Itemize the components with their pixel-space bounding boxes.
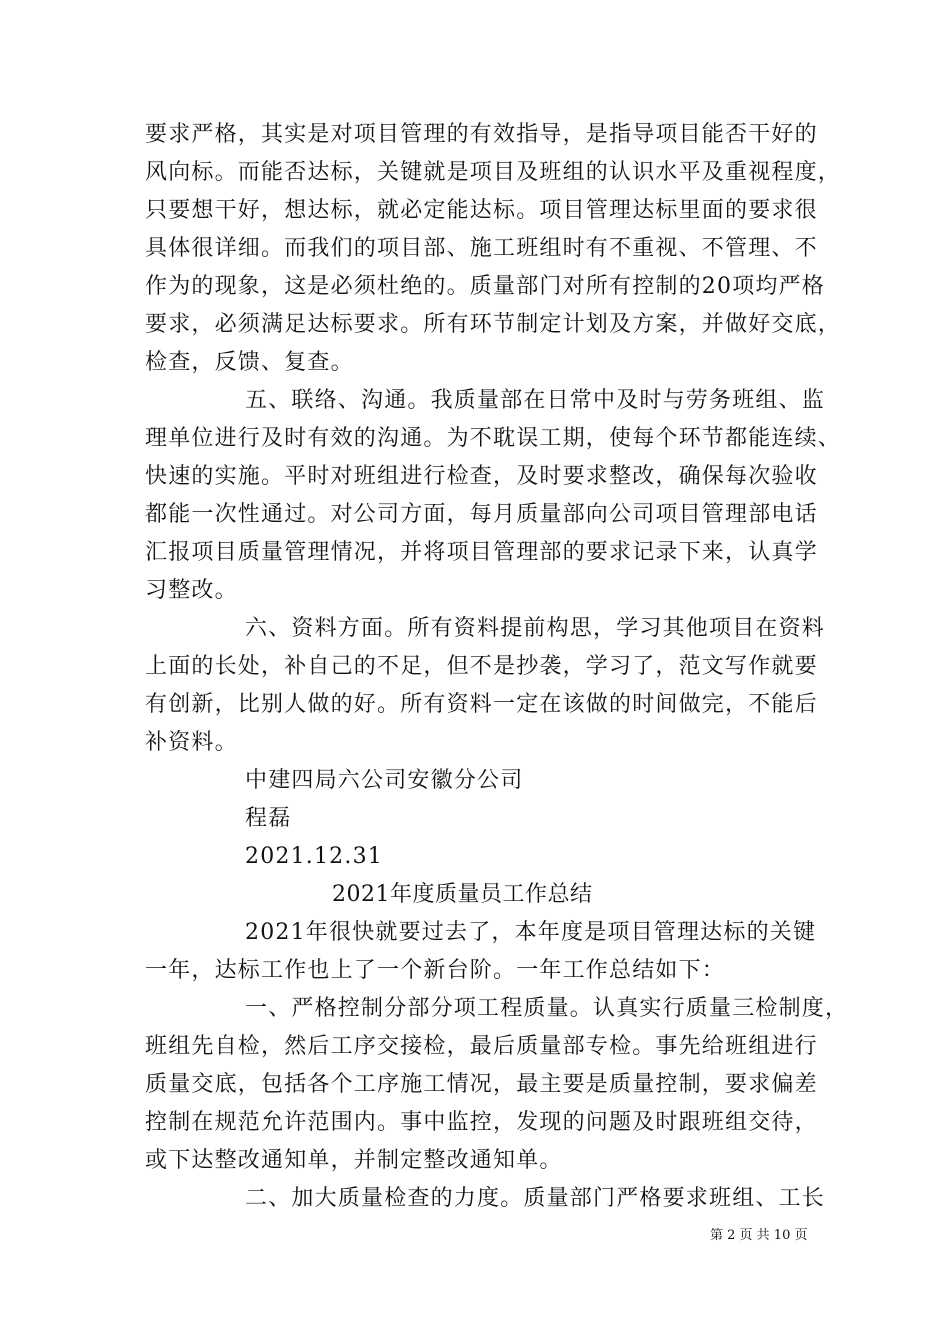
section-two-heading-line: 二、加大质量检查的力度。质量部门严格要求班组、工长: [245, 1186, 826, 1211]
body-text-line: 2021年很快就要过去了，本年度是项目管理达标的关键: [245, 920, 817, 945]
body-text-line: 风向标。而能否达标，关键就是项目及班组的认识水平及重视程度，: [145, 160, 842, 185]
section-title: 2021年度质量员工作总结: [332, 882, 593, 907]
signature-company: 中建四局六公司安徽分公司: [245, 768, 524, 793]
body-text-line: 都能一次性通过。对公司方面，每月质量部向公司项目管理部电话: [145, 502, 818, 527]
body-text-line: 理单位进行及时有效的沟通。为不耽误工期，使每个环节都能连续、: [145, 426, 842, 451]
body-text-line: 补资料。: [145, 730, 238, 755]
body-text-line: 作为的现象，这是必须杜绝的。质量部门对所有控制的20项均严格: [145, 274, 825, 299]
body-text-line: 检查，反馈、复查。: [145, 350, 354, 375]
page-number-footer: 第 2 页 共 10 页: [710, 1228, 808, 1243]
body-text-line: 习整改。: [145, 578, 238, 603]
body-text-line: 要求，必须满足达标要求。所有环节制定计划及方案，并做好交底，: [145, 312, 842, 337]
body-text-line: 快速的实施。平时对班组进行检查，及时要求整改，确保每次验收: [145, 464, 818, 489]
body-text-line: 要求严格，其实是对项目管理的有效指导，是指导项目能否干好的: [145, 122, 818, 147]
signature-name: 程磊: [245, 806, 292, 831]
body-text-line: 有创新，比别人做的好。所有资料一定在该做的时间做完，不能后: [145, 692, 818, 717]
signature-date: 2021.12.31: [245, 844, 383, 869]
body-text-line: 一年，达标工作也上了一个新台阶。一年工作总结如下：: [145, 958, 726, 983]
body-text-line: 具体很详细。而我们的项目部、施工班组时有不重视、不管理、不: [145, 236, 818, 261]
body-text-line: 汇报项目质量管理情况，并将项目管理部的要求记录下来，认真学: [145, 540, 818, 565]
body-text-line: 上面的长处，补自己的不足，但不是抄袭，学习了，范文写作就要: [145, 654, 818, 679]
body-text-line: 质量交底，包括各个工序施工情况，最主要是质量控制，要求偏差: [145, 1072, 818, 1097]
section-five-heading-line: 五、联络、沟通。我质量部在日常中及时与劳务班组、监: [245, 388, 826, 413]
body-text-line: 班组先自检，然后工序交接检，最后质量部专检。事先给班组进行: [145, 1034, 818, 1059]
section-six-heading-line: 六、资料方面。所有资料提前构思，学习其他项目在资料: [245, 616, 826, 641]
body-text-line: 或下达整改通知单，并制定整改通知单。: [145, 1148, 563, 1173]
section-one-heading-line: 一、严格控制分部分项工程质量。认真实行质量三检制度，: [245, 996, 849, 1021]
body-text-line: 只要想干好，想达标，就必定能达标。项目管理达标里面的要求很: [145, 198, 818, 223]
body-text-line: 控制在规范允许范围内。事中监控，发现的问题及时跟班组交待，: [145, 1110, 818, 1135]
